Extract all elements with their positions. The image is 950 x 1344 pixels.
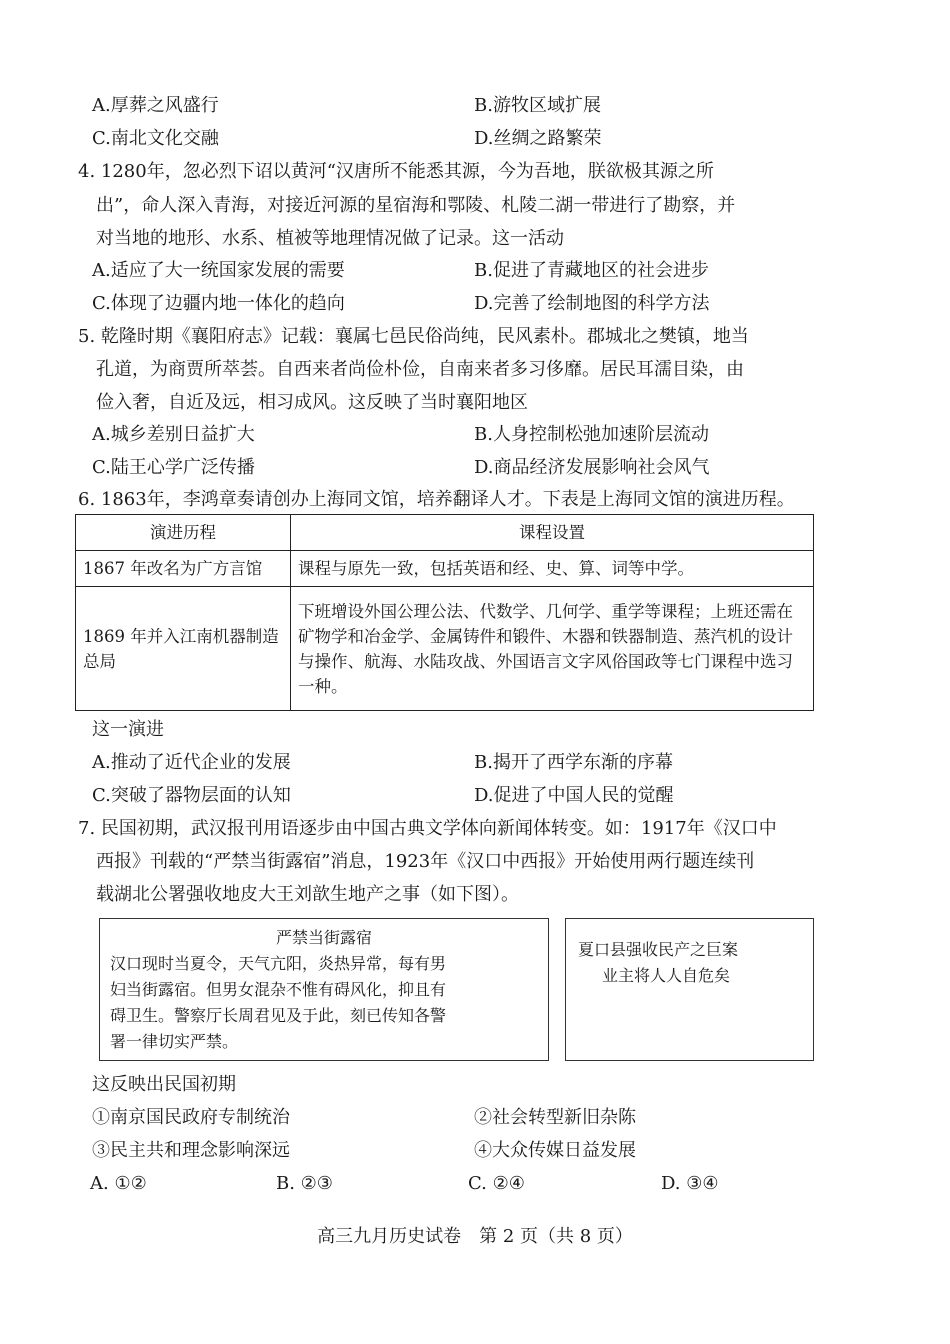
- q5-stem-line: 俭入奢，自近及远，相习成风。这反映了当时襄阳地区: [96, 392, 528, 413]
- table-cell: 课程与原先一致，包括英语和经、史、算、词等中学。: [291, 551, 814, 587]
- headline-line: 业主将人人自危矣: [602, 966, 731, 985]
- q3-option-d: D.丝绸之路繁荣: [474, 128, 602, 149]
- q6-option-b: B.揭开了西学东渐的序幕: [474, 752, 673, 773]
- q6-option-a: A.推动了近代企业的发展: [92, 752, 291, 773]
- table-header: 课程设置: [291, 515, 814, 551]
- q7-item-3: ③民主共和理念影响深远: [92, 1140, 290, 1161]
- q7-choice-c: C. ②④: [468, 1173, 525, 1194]
- q4-option-b: B.促进了青藏地区的社会进步: [474, 260, 709, 281]
- q7-choice-d: D. ③④: [661, 1173, 719, 1194]
- newspaper-clipping-1923: [565, 918, 814, 1061]
- q7-choice-b: B. ②③: [276, 1173, 333, 1194]
- q5-stem-line: 5. 乾隆时期《襄阳府志》记载：襄属七邑民俗尚纯，民风素朴。郡城北之樊镇，地当: [78, 326, 749, 347]
- table-cell: 1869 年并入江南机器制造总局: [76, 587, 291, 711]
- q6-option-c: C.突破了器物层面的认知: [92, 785, 291, 806]
- table-cell: 1867 年改名为广方言馆: [76, 551, 291, 587]
- q7-prompt: 这反映出民国初期: [92, 1074, 236, 1095]
- q4-stem-line: 4. 1280年，忽必烈下诏以黄河“汉唐所不能悉其源，今为吾地，朕欲极其源之所: [78, 161, 714, 182]
- q7-item-2: ②社会转型新旧杂陈: [474, 1107, 636, 1128]
- q4-option-d: D.完善了绘制地图的科学方法: [474, 293, 710, 314]
- q5-stem-line: 孔道，为商贾所萃荟。自西来者尚俭朴俭，自南来者多习侈靡。居民耳濡目染，由: [96, 359, 744, 380]
- clipping-line: 妇当街露宿。但男女混杂不惟有碍风化，抑且有: [110, 980, 447, 999]
- q7-stem-line: 西报》刊载的“严禁当街露宿”消息，1923年《汉口中西报》开始使用两行题连续刊: [96, 851, 755, 872]
- table-row: [76, 551, 814, 587]
- q5-option-b: B.人身控制松弛加速阶层流动: [474, 424, 709, 445]
- q4-option-c: C.体现了边疆内地一体化的趋向: [92, 293, 345, 314]
- q7-item-4: ④大众传媒日益发展: [474, 1140, 636, 1161]
- clipping-line: 碍卫生。警察厅长周君见及于此，刻已传知各警: [110, 1006, 447, 1025]
- clipping-title: 严禁当街露宿: [275, 928, 372, 947]
- q6-stem: 6. 1863年，李鸿章奏请创办上海同文馆，培养翻译人才。下表是上海同文馆的演进历程。: [78, 489, 795, 510]
- q7-stem-line: 7. 民国初期，武汉报刊用语逐步由中国古典文学体向新闻体转变。如：1917年《汉口中: [78, 818, 777, 839]
- q6-table: [75, 514, 814, 711]
- q3-option-c: C.南北文化交融: [92, 128, 219, 149]
- clipping-line: 署一律切实严禁。: [110, 1032, 239, 1051]
- table-cell: 下班增设外国公理公法、代数学、几何学、重学等课程；上班还需在矿物学和冶金学、金属铸件和锻件、木器和铁器制造、蒸汽机的设计与操作、航海、水陆攻战、外国语言文字风俗国政等七门课程中选习一种。: [291, 587, 814, 711]
- table-row: [76, 587, 814, 711]
- q4-stem-line: 对当地的地形、水系、植被等地理情况做了记录。这一活动: [96, 228, 564, 249]
- q6-option-d: D.促进了中国人民的觉醒: [474, 785, 674, 806]
- q7-item-1: ①南京国民政府专制统治: [92, 1107, 290, 1128]
- q5-option-c: C.陆王心学广泛传播: [92, 457, 255, 478]
- q3-option-a: A.厚葬之风盛行: [92, 95, 219, 116]
- q7-stem-line: 载湖北公署强收地皮大王刘歆生地产之事（如下图）。: [96, 884, 519, 905]
- table-header: 演进历程: [76, 515, 291, 551]
- q5-option-d: D.商品经济发展影响社会风气: [474, 457, 710, 478]
- q4-option-a: A.适应了大一统国家发展的需要: [92, 260, 345, 281]
- q4-stem-line: 出”，命人深入青海，对接近河源的星宿海和鄂陵、札陵二湖一带进行了勘察，并: [96, 195, 736, 216]
- newspaper-clipping-1917: [99, 918, 549, 1061]
- q7-choice-a: A. ①②: [90, 1173, 147, 1194]
- headline-line: 夏口县强收民产之巨案: [578, 940, 739, 959]
- clipping-line: 汉口现时当夏令，天气亢阳，炎热异常，每有男: [110, 954, 447, 973]
- q5-option-a: A.城乡差别日益扩大: [92, 424, 255, 445]
- q3-option-b: B.游牧区域扩展: [474, 95, 601, 116]
- q6-prompt: 这一演进: [92, 719, 164, 740]
- table-header-row: [76, 515, 814, 551]
- page-footer: 高三九月历史试卷 第 2 页（共 8 页）: [317, 1226, 633, 1247]
